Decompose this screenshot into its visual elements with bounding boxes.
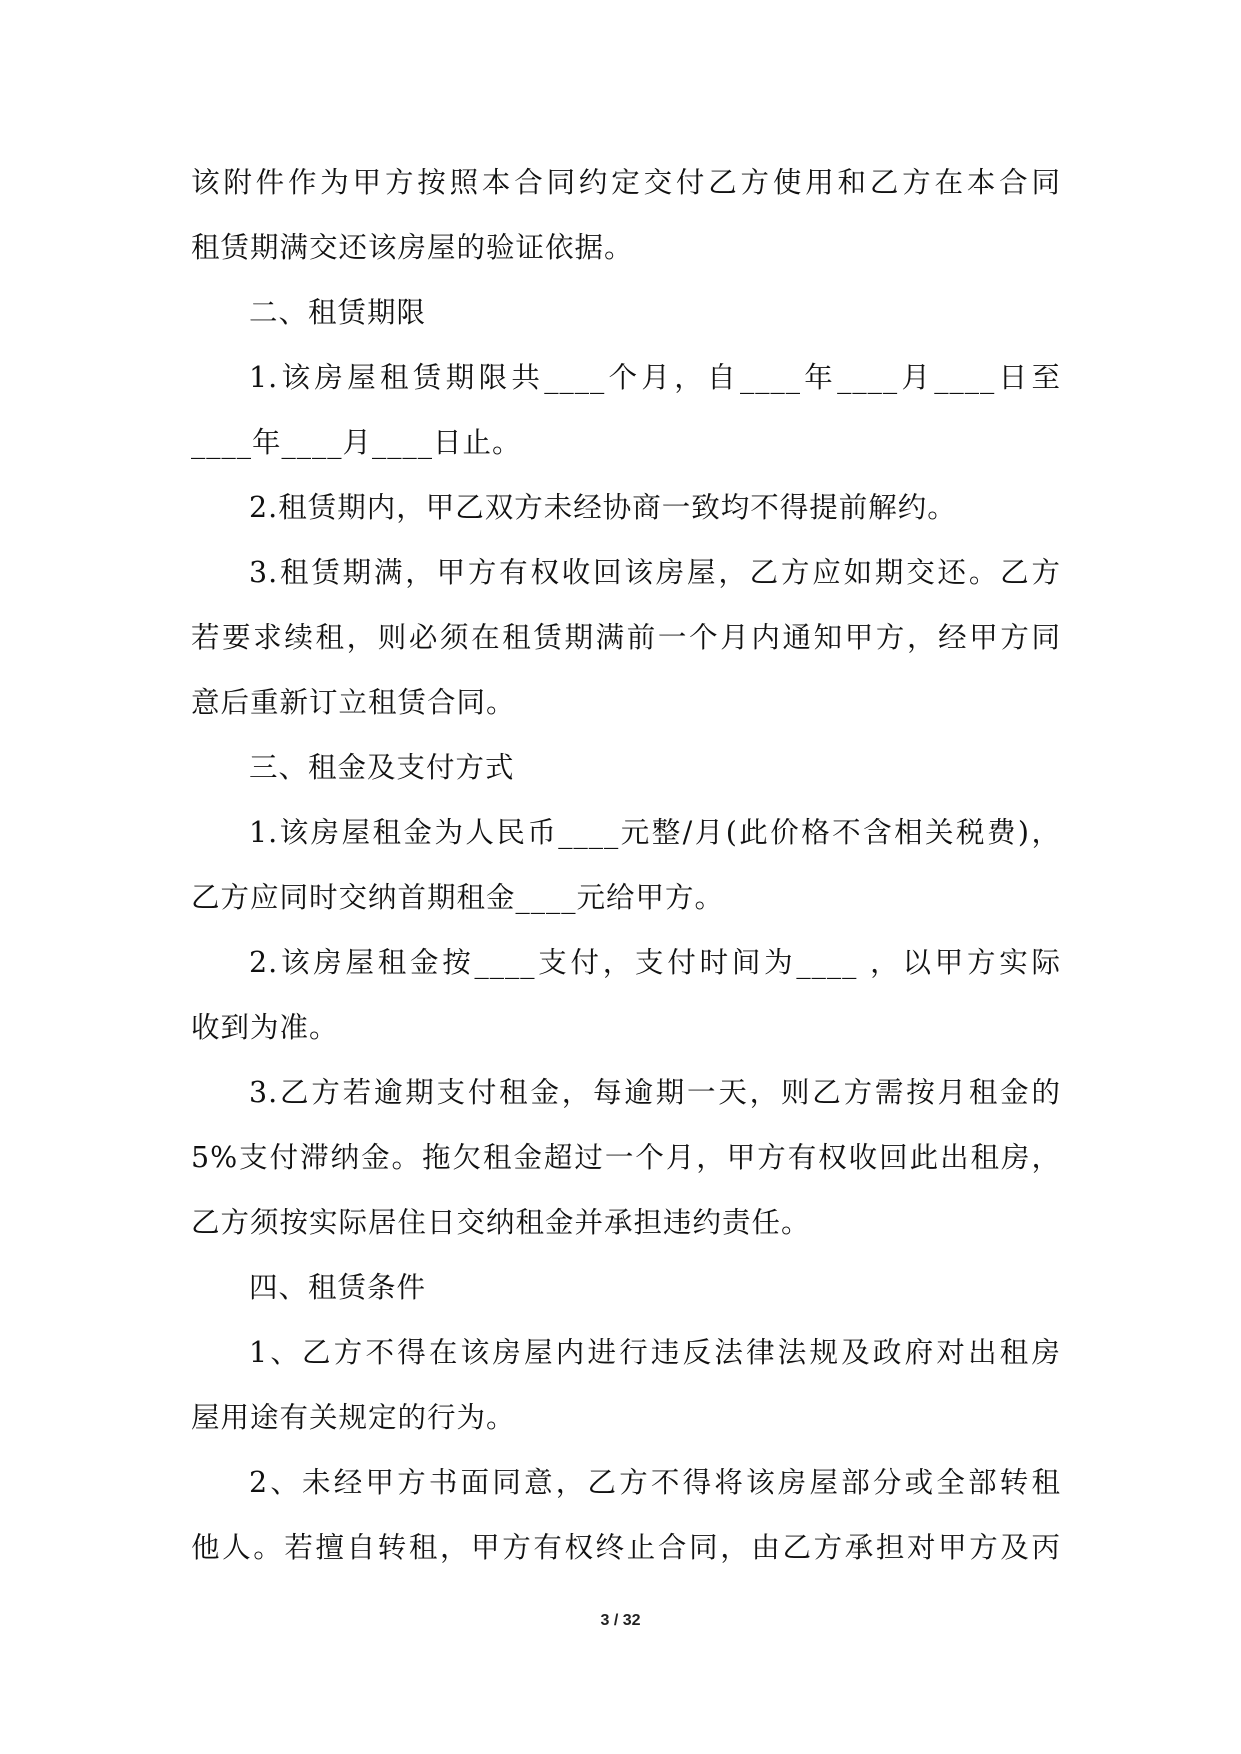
text-line: 1.该房屋租赁期限共____个月，自____年____月____日至 — [249, 361, 1061, 394]
text-line: 乙方须按实际居住日交纳租金并承担违约责任。 — [191, 1206, 811, 1239]
document-body — [191, 150, 1061, 1580]
text-line: 2、未经甲方书面同意，乙方不得将该房屋部分或全部转租 — [249, 1466, 1061, 1499]
text-line: 屋用途有关规定的行为。 — [191, 1401, 516, 1434]
text-line: 1.该房屋租金为人民币____元整/月(此价格不含相关税费)， — [249, 816, 1061, 849]
text-line: 租赁期满交还该房屋的验证依据。 — [191, 231, 634, 264]
section-heading: 四、租赁条件 — [249, 1271, 427, 1304]
text-line: 他人。若擅自转租，甲方有权终止合同，由乙方承担对甲方及丙 — [191, 1531, 1061, 1564]
text-line: ____年____月____日止。 — [191, 426, 522, 459]
text-line: 1、乙方不得在该房屋内进行违反法律法规及政府对出租房 — [249, 1336, 1061, 1369]
text-line: 乙方应同时交纳首期租金____元给甲方。 — [191, 881, 725, 914]
text-line: 2.该房屋租金按____支付，支付时间为____ ，以甲方实际 — [249, 946, 1061, 979]
text-line: 2.租赁期内，甲乙双方未经协商一致均不得提前解约。 — [249, 491, 957, 524]
text-line: 3.租赁期满，甲方有权收回该房屋，乙方应如期交还。乙方 — [249, 556, 1061, 589]
text-line: 5%支付滞纳金。拖欠租金超过一个月，甲方有权收回此出租房， — [191, 1141, 1061, 1174]
text-line: 该附件作为甲方按照本合同约定交付乙方使用和乙方在本合同 — [191, 166, 1061, 199]
text-line: 收到为准。 — [191, 1011, 339, 1044]
section-heading: 二、租赁期限 — [249, 296, 427, 329]
page-number: 3 / 32 — [600, 1612, 641, 1629]
text-line: 若要求续租，则必须在租赁期满前一个月内通知甲方，经甲方同 — [191, 621, 1061, 654]
text-line: 3.乙方若逾期支付租金，每逾期一天，则乙方需按月租金的 — [249, 1076, 1061, 1109]
section-heading: 三、租金及支付方式 — [249, 751, 515, 784]
text-line: 意后重新订立租赁合同。 — [191, 686, 516, 719]
